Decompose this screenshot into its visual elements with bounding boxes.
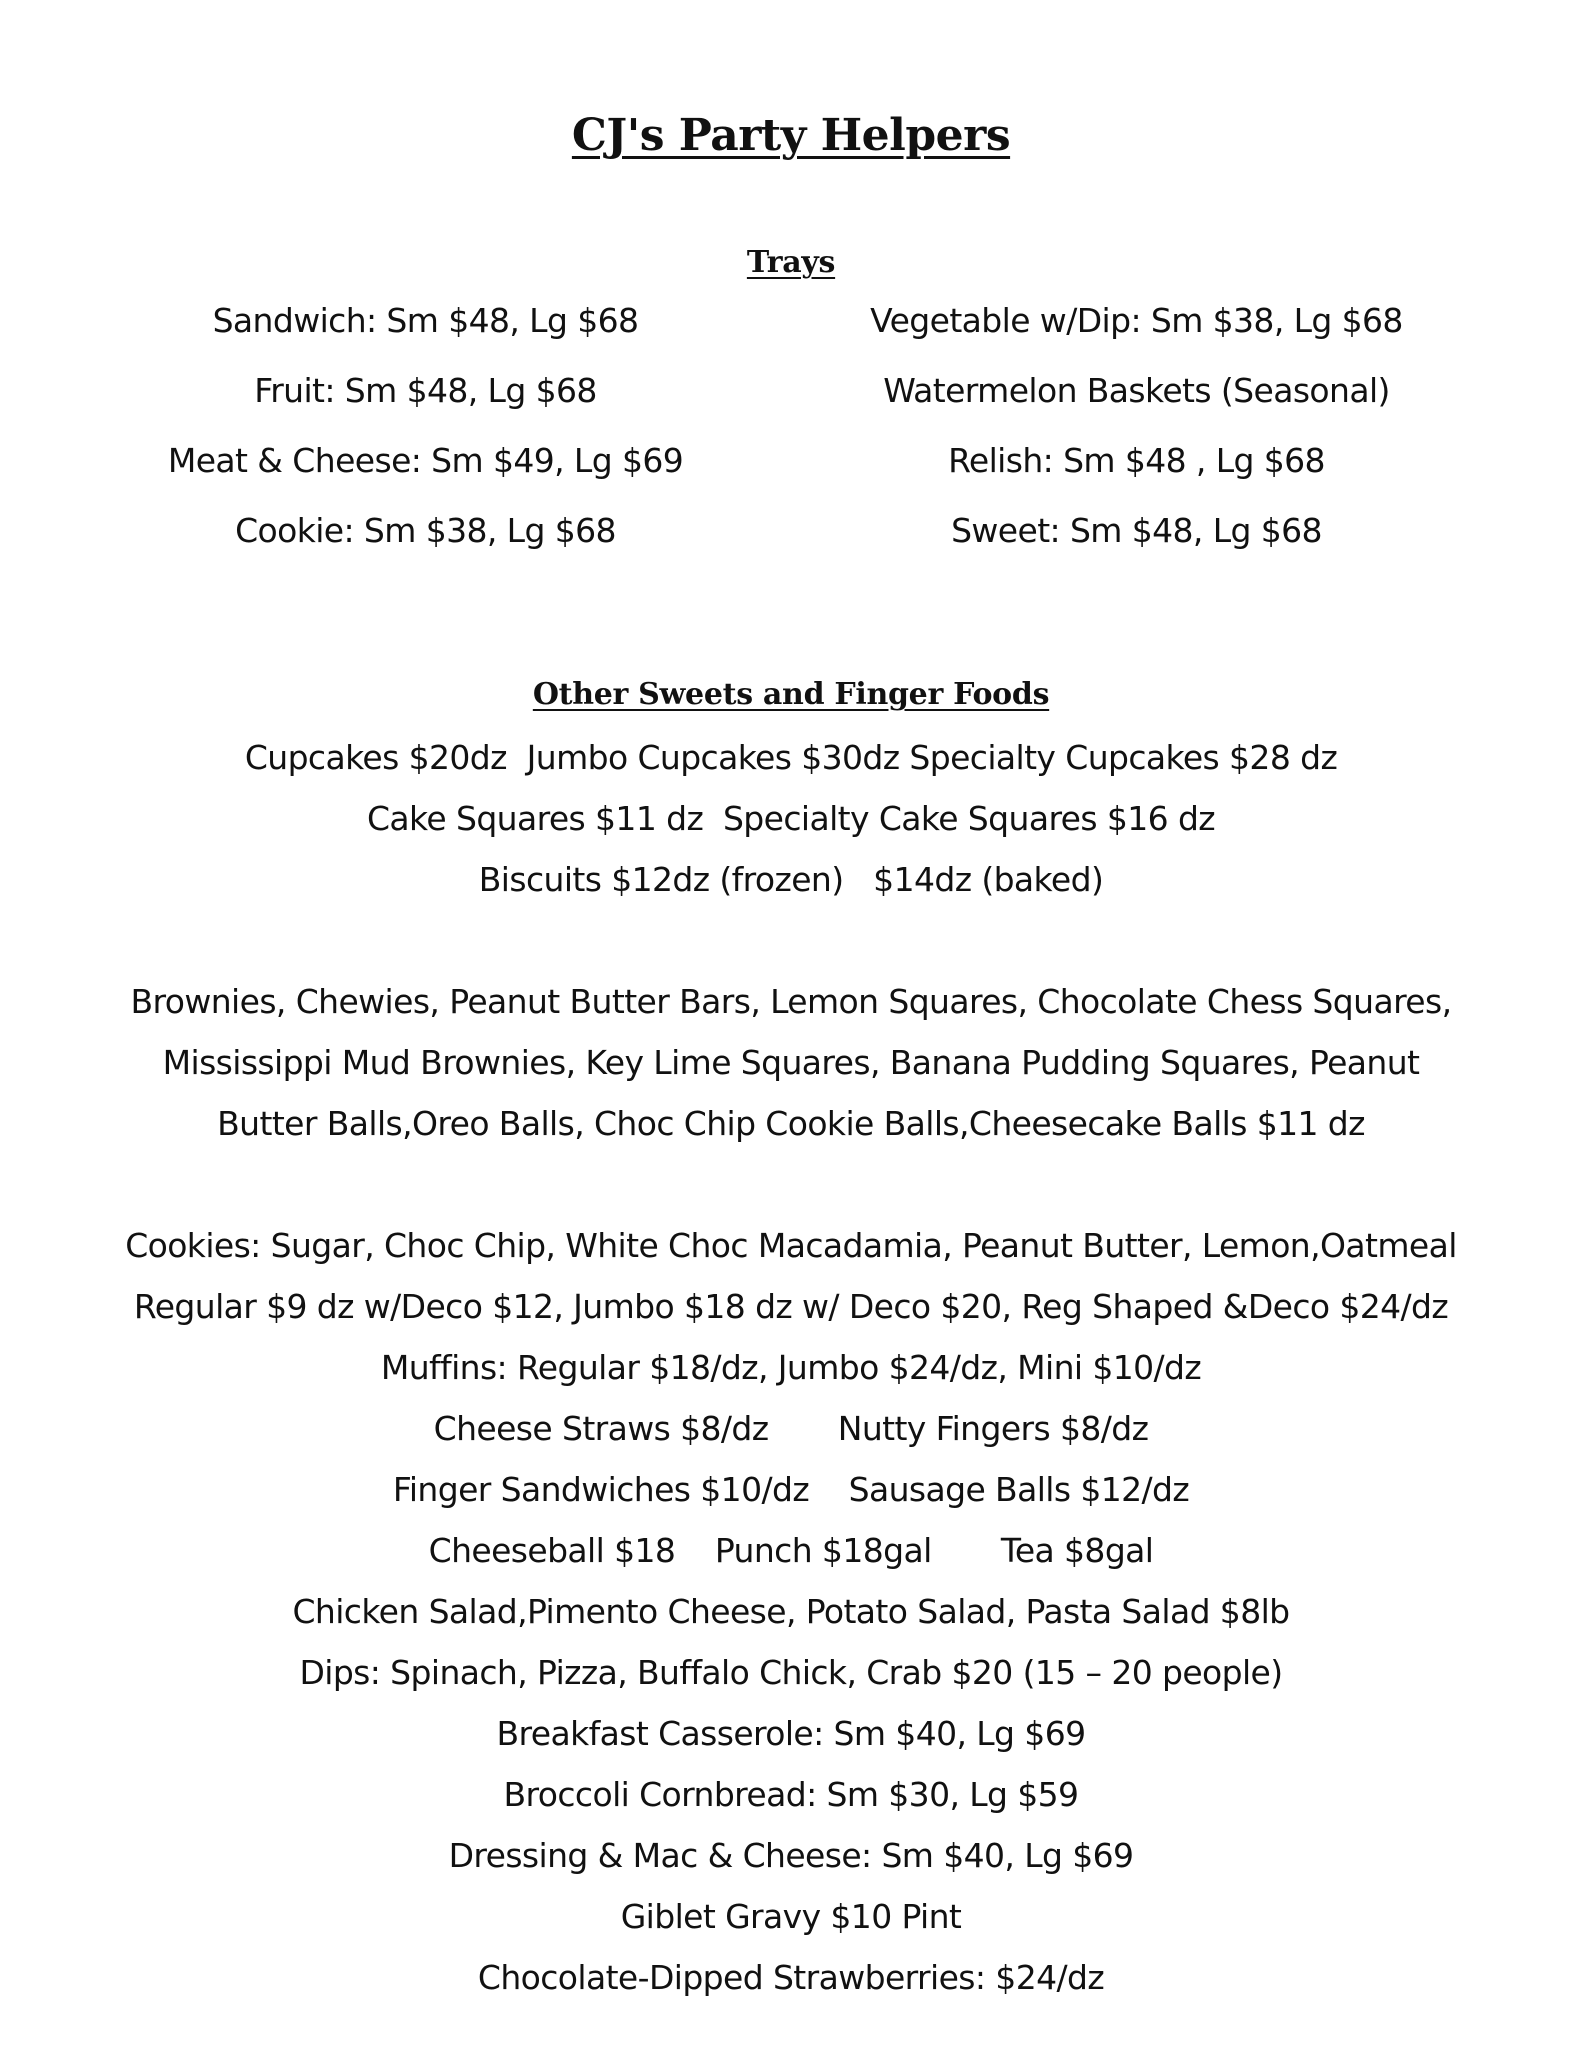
menu-line: Chicken Salad,Pimento Cheese, Potato Salad, Pasta Salad $8lb	[292, 1592, 1290, 1631]
tray-item: Sweet: Sm $48, Lg $68	[951, 511, 1322, 550]
spacer	[0, 1154, 1582, 1215]
menu-line: Biscuits $12dz (frozen) $14dz (baked)	[478, 860, 1104, 899]
menu-line: Chocolate-Dipped Strawberries: $24/dz	[477, 1958, 1105, 1997]
trays-heading: Trays	[746, 245, 836, 280]
tray-item: Fruit: Sm $48, Lg $68	[254, 371, 597, 410]
menu-line: Dressing & Mac & Cheese: Sm $40, Lg $69	[448, 1836, 1134, 1875]
menu-line: Cake Squares $11 dz Specialty Cake Squares $16 dz	[366, 799, 1216, 838]
tray-item: Watermelon Baskets (Seasonal)	[883, 371, 1390, 410]
menu-line: Cupcakes $20dz Jumbo Cupcakes $30dz Specialty Cupcakes $28 dz	[244, 738, 1338, 777]
tray-item: Meat & Cheese: Sm $49, Lg $69	[167, 441, 684, 480]
menu-line: Brownies, Chewies, Peanut Butter Bars, Lemon Squares, Chocolate Chess Squares,	[130, 982, 1452, 1021]
tray-item: Vegetable w/Dip: Sm $38, Lg $68	[870, 301, 1403, 340]
trays-grid	[100, 286, 1482, 566]
menu-line: Finger Sandwiches $10/dz Sausage Balls $12/dz	[392, 1470, 1190, 1509]
menu-line: Muffins: Regular $18/dz, Jumbo $24/dz, Mini $10/dz	[380, 1348, 1202, 1387]
trays-right-column	[791, 286, 1482, 566]
tray-item: Cookie: Sm $38, Lg $68	[235, 511, 616, 550]
menu-line: Cookies: Sugar, Choc Chip, White Choc Macadamia, Peanut Butter, Lemon,Oatmeal	[125, 1226, 1457, 1265]
menu-line: Mississippi Mud Brownies, Key Lime Squares, Banana Pudding Squares, Peanut	[162, 1043, 1420, 1082]
spacer	[0, 910, 1582, 971]
menu-line: Breakfast Casserole: Sm $40, Lg $69	[496, 1714, 1086, 1753]
page-title: CJ's Party Helpers	[571, 110, 1011, 161]
menu-line: Cheeseball $18 Punch $18gal Tea $8gal	[428, 1531, 1154, 1570]
other-items-list	[0, 727, 1582, 2008]
menu-line: Regular $9 dz w/Deco $12, Jumbo $18 dz w/ Deco $20, Reg Shaped &Deco $24/dz	[133, 1287, 1449, 1326]
tray-item: Relish: Sm $48 , Lg $68	[948, 441, 1325, 480]
menu-line: Giblet Gravy $10 Pint	[620, 1897, 962, 1936]
menu-line: Butter Balls,Oreo Balls, Choc Chip Cookie Balls,Cheesecake Balls $11 dz	[217, 1104, 1365, 1143]
other-sweets-heading: Other Sweets and Finger Foods	[532, 677, 1050, 712]
tray-item: Sandwich: Sm $48, Lg $68	[212, 301, 639, 340]
menu-line: Dips: Spinach, Pizza, Buffalo Chick, Crab $20 (15 – 20 people)	[299, 1653, 1283, 1692]
menu-line: Cheese Straws $8/dz Nutty Fingers $8/dz	[433, 1409, 1149, 1448]
menu-line: Broccoli Cornbread: Sm $30, Lg $59	[503, 1775, 1079, 1814]
trays-left-column	[100, 286, 791, 566]
